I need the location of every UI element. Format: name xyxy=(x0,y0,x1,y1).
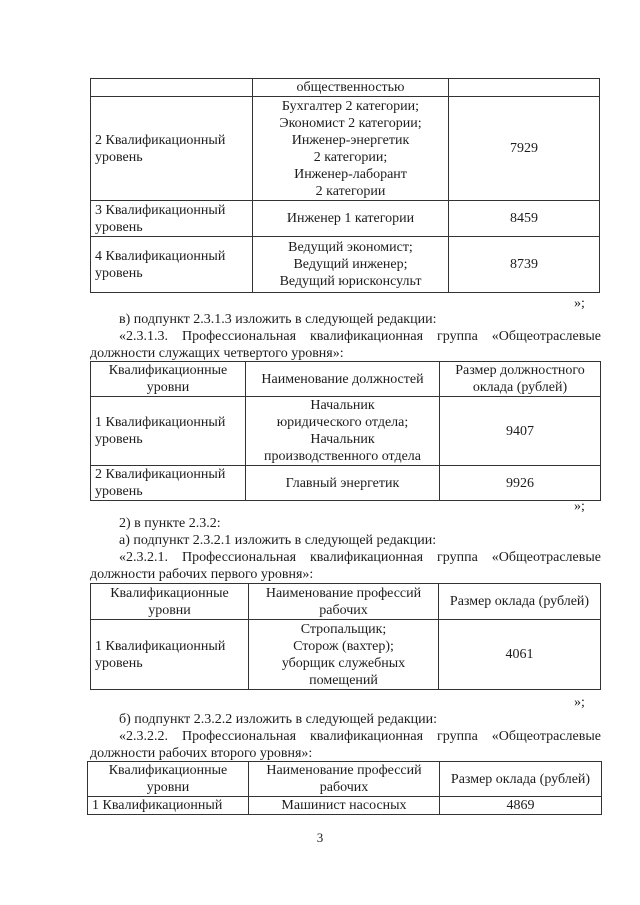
salary-cell: 4061 xyxy=(439,620,601,690)
qualification-level-cell: 1 Квалификационный уровень xyxy=(91,397,246,466)
position-names-cell: Ведущий экономист; Ведущий инженер; Ведущий юрисконсульт xyxy=(253,237,449,293)
page-number: 3 xyxy=(316,830,324,845)
position-names-cell: Бухгалтер 2 категории; Экономист 2 категории; Инженер-энергетик 2 категории; Инженер-лаборант 2 категории xyxy=(253,97,449,201)
paragraph-2313-line1: «2.3.1.3. Профессиональная квалификационная группа «Общеотраслевые xyxy=(119,329,601,344)
header-salary: Размер оклада (рублей) xyxy=(440,762,602,797)
salary-cell: 7929 xyxy=(449,97,600,201)
paragraph-2322-line1: «2.3.2.2. Профессиональная квалификационная группа «Общеотраслевые xyxy=(119,729,601,744)
table-header-row xyxy=(91,584,601,620)
qualification-level-cell: 2 Квалификационный уровень xyxy=(91,466,246,501)
position-names-cell: Инженер 1 категории xyxy=(253,201,449,237)
paragraph-2313-line2: должности служащих четвертого уровня»: xyxy=(90,346,344,361)
table-row xyxy=(91,201,600,237)
paragraph-b: б) подпункт 2.3.2.2 изложить в следующей редакции: xyxy=(119,712,437,727)
salary-cell: 8459 xyxy=(449,201,600,237)
position-names-cell: общественностью xyxy=(253,79,449,97)
table-second-level-workers xyxy=(87,761,602,815)
profession-names-cell: Машинист насосных xyxy=(249,797,440,815)
salary-cell: 8739 xyxy=(449,237,600,293)
table-row xyxy=(91,79,600,97)
table-row xyxy=(91,397,601,466)
position-names-cell: Начальник юридического отдела; Начальник производственного отдела xyxy=(246,397,440,466)
qualification-level-cell: 3 Квалификационный уровень xyxy=(91,201,253,237)
table-first-level-workers xyxy=(90,583,601,690)
table-row xyxy=(91,237,600,293)
header-qualification-levels: Квалификационные уровни xyxy=(88,762,249,797)
table-header-row xyxy=(88,762,602,797)
table-row xyxy=(91,620,601,690)
salary-cell: 9926 xyxy=(440,466,601,501)
paragraph-2322-line2: должности рабочих второго уровня»: xyxy=(90,746,313,761)
header-position-names: Наименование должностей xyxy=(246,362,440,397)
header-qualification-levels: Квалификационные уровни xyxy=(91,362,246,397)
salary-cell xyxy=(449,79,600,97)
table-row xyxy=(91,466,601,501)
salary-cell: 9407 xyxy=(440,397,601,466)
paragraph-2321-line2: должности рабочих первого уровня»: xyxy=(90,567,314,582)
header-profession-names: Наименование профессий рабочих xyxy=(249,584,439,620)
paragraph-2321-line1: «2.3.2.1. Профессиональная квалификационная группа «Общеотраслевые xyxy=(119,550,601,565)
closing-quote: »; xyxy=(574,695,585,710)
closing-quote: »; xyxy=(574,499,585,514)
qualification-level-cell xyxy=(91,79,253,97)
paragraph-2: 2) в пункте 2.3.2: xyxy=(119,516,221,531)
closing-quote: »; xyxy=(574,296,585,311)
position-names-cell: Главный энергетик xyxy=(246,466,440,501)
table-professional-group-continuation xyxy=(90,78,600,293)
salary-cell: 4869 xyxy=(440,797,602,815)
paragraph-v: в) подпункт 2.3.1.3 изложить в следующей редакции: xyxy=(119,312,437,327)
table-row xyxy=(88,797,602,815)
table-header-row xyxy=(91,362,601,397)
header-salary: Размер должностного оклада (рублей) xyxy=(440,362,601,397)
qualification-level-cell: 1 Квалификационный xyxy=(88,797,249,815)
profession-names-cell: Стропальщик; Сторож (вахтер); уборщик служебных помещений xyxy=(249,620,439,690)
table-fourth-level-employees xyxy=(90,361,601,501)
paragraph-a: а) подпункт 2.3.2.1 изложить в следующей редакции: xyxy=(119,533,437,548)
qualification-level-cell: 1 Квалификационный уровень xyxy=(91,620,249,690)
header-salary: Размер оклада (рублей) xyxy=(439,584,601,620)
header-qualification-levels: Квалификационные уровни xyxy=(91,584,249,620)
qualification-level-cell: 4 Квалификационный уровень xyxy=(91,237,253,293)
table-row xyxy=(91,97,600,201)
qualification-level-cell: 2 Квалификационный уровень xyxy=(91,97,253,201)
header-profession-names: Наименование профессий рабочих xyxy=(249,762,440,797)
